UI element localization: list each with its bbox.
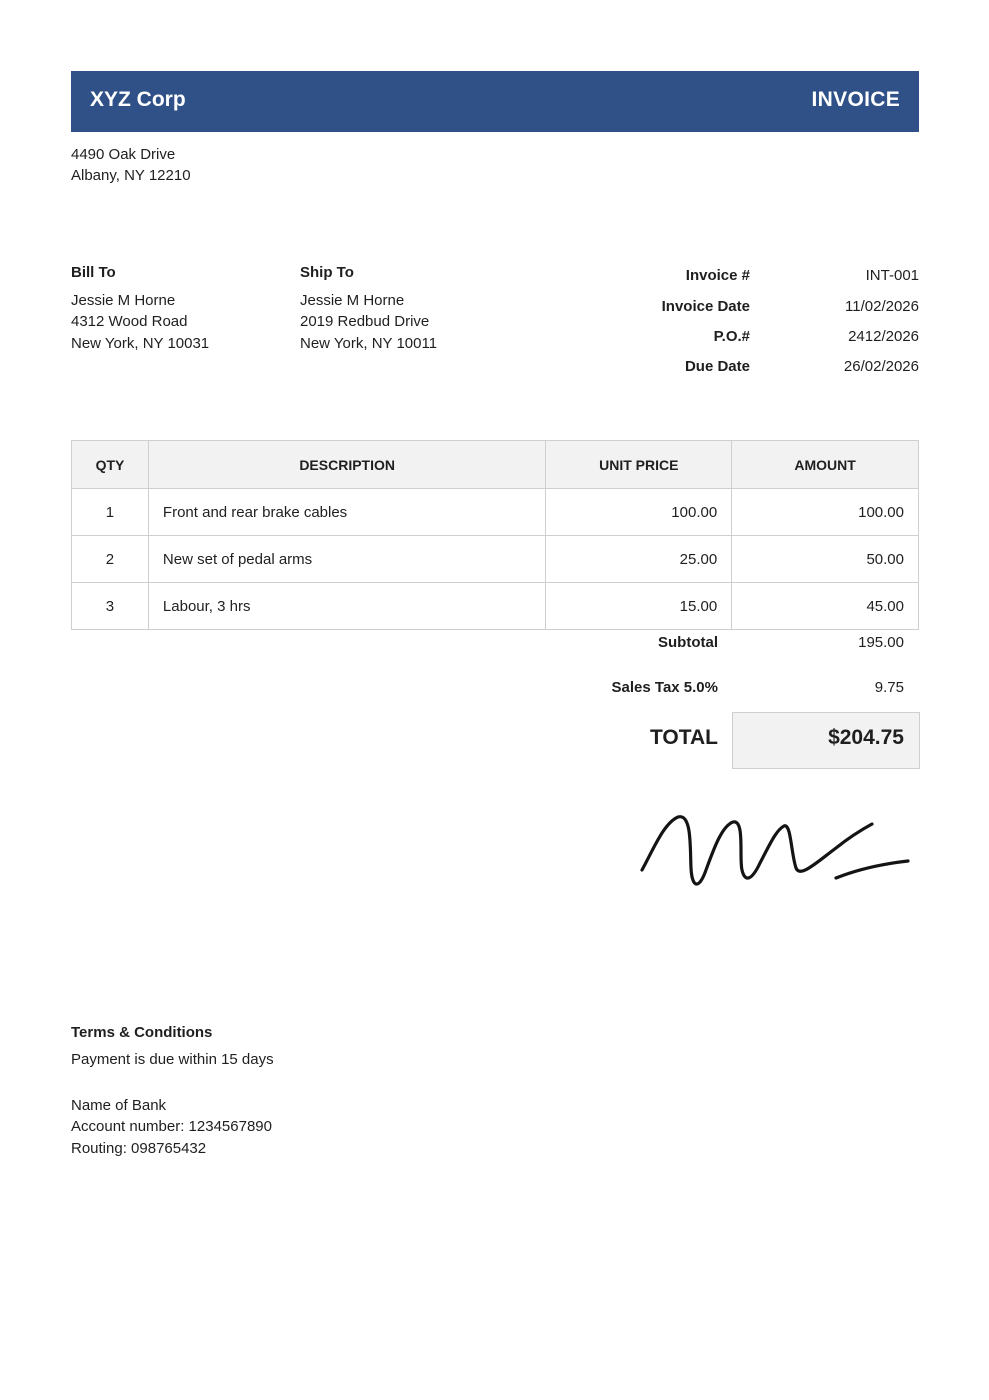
sales-tax-value: 9.75 (874, 679, 904, 696)
signature-image (636, 808, 912, 892)
qty-column-header: QTY (72, 441, 149, 489)
row-description: New set of pedal arms (148, 536, 545, 583)
sender-address-line2: Albany, NY 12210 (71, 167, 191, 184)
invoice-date-label: Invoice Date (661, 298, 750, 315)
ship-to-heading: Ship To (300, 264, 354, 281)
due-date-value: 26/02/2026 (843, 358, 919, 375)
ship-to-name: Jessie M Horne (300, 292, 405, 309)
total-label: TOTAL (649, 726, 718, 749)
row-unit-price: 25.00 (546, 536, 732, 583)
total-value: $204.75 (828, 726, 904, 749)
sales-tax-label: Sales Tax 5.0% (611, 679, 718, 696)
subtotal-value: 195.00 (858, 634, 904, 651)
due-date-label: Due Date (684, 358, 750, 375)
row-description: Front and rear brake cables (148, 489, 545, 536)
invoice-date-value: 11/02/2026 (845, 298, 919, 315)
row-qty: 2 (72, 536, 149, 583)
invoice-number-label: Invoice # (685, 267, 750, 284)
table-row (72, 536, 919, 583)
account-number: Account number: 1234567890 (71, 1118, 272, 1135)
invoice-number-value: INT-001 (865, 267, 919, 284)
subtotal-label: Subtotal (658, 634, 718, 651)
row-unit-price: 100.00 (546, 489, 732, 536)
bill-to-city: New York, NY 10031 (71, 335, 210, 352)
description-column-header: DESCRIPTION (148, 441, 545, 489)
table-header-row (72, 441, 919, 489)
company-name: XYZ Corp (90, 88, 186, 111)
bill-to-street: 4312 Wood Road (71, 313, 188, 330)
table-row (72, 583, 919, 630)
po-label: P.O.# (713, 328, 750, 345)
bill-to-heading: Bill To (71, 264, 116, 281)
po-value: 2412/2026 (848, 328, 919, 345)
ship-to-street: 2019 Redbud Drive (300, 313, 430, 330)
row-amount: 45.00 (732, 583, 919, 630)
payment-terms: Payment is due within 15 days (71, 1051, 274, 1068)
unit-price-column-header: UNIT PRICE (546, 441, 732, 489)
row-unit-price: 15.00 (546, 583, 732, 630)
invoice-header-bar (71, 71, 919, 132)
row-qty: 3 (72, 583, 149, 630)
row-qty: 1 (72, 489, 149, 536)
table-row (72, 489, 919, 536)
terms-heading: Terms & Conditions (71, 1024, 213, 1041)
line-items-table (71, 440, 919, 630)
routing-number: Routing: 098765432 (71, 1140, 207, 1157)
amount-column-header: AMOUNT (732, 441, 919, 489)
bank-name: Name of Bank (71, 1097, 167, 1114)
row-amount: 50.00 (732, 536, 919, 583)
sender-address-line1: 4490 Oak Drive (71, 146, 176, 163)
ship-to-city: New York, NY 10011 (300, 335, 438, 352)
bill-to-name: Jessie M Horne (71, 292, 176, 309)
document-title: INVOICE (811, 88, 900, 111)
row-amount: 100.00 (732, 489, 919, 536)
row-description: Labour, 3 hrs (148, 583, 545, 630)
